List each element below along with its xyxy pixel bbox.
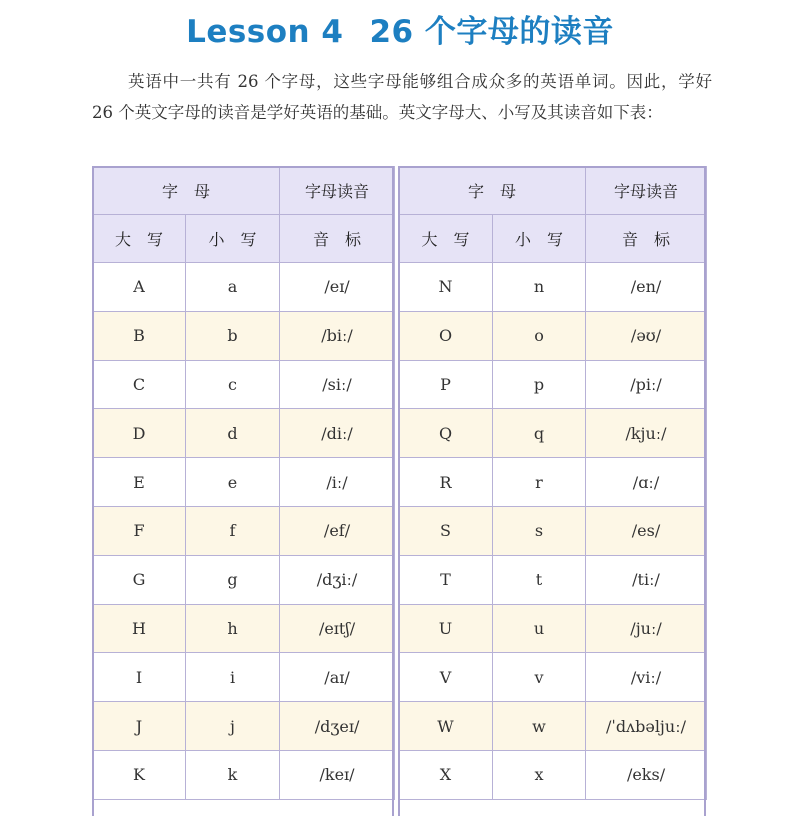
- uppercase-cell: R: [399, 458, 493, 507]
- phonetic-cell: /en/: [586, 263, 707, 312]
- header-lowercase: 小 写: [186, 215, 280, 263]
- phonetic-cell: /kjuː/: [586, 409, 707, 458]
- uppercase-cell: Q: [399, 409, 493, 458]
- table-row: [93, 555, 395, 604]
- uppercase-cell: O: [399, 311, 493, 360]
- table-row: [399, 506, 707, 555]
- lowercase-cell: t: [493, 555, 586, 604]
- lowercase-cell: p: [493, 360, 586, 409]
- lowercase-cell: d: [186, 409, 280, 458]
- header-phonetic: 音 标: [280, 215, 395, 263]
- lowercase-cell: s: [493, 506, 586, 555]
- phonetic-cell: /dʒeɪ/: [280, 702, 395, 751]
- lowercase-cell: k: [186, 750, 280, 799]
- phonetic-cell: /biː/: [280, 311, 395, 360]
- phonetic-cell: /eɪ/: [280, 263, 395, 312]
- alphabet-table-left: [92, 166, 395, 800]
- phonetic-cell: /viː/: [586, 653, 707, 702]
- lowercase-cell: f: [186, 506, 280, 555]
- table-body-left: [93, 263, 395, 800]
- table-row: [399, 263, 707, 312]
- lowercase-cell: n: [493, 263, 586, 312]
- lowercase-cell: b: [186, 311, 280, 360]
- table-row: [399, 604, 707, 653]
- table-row: [93, 409, 395, 458]
- uppercase-cell: K: [93, 750, 186, 799]
- table-row: [399, 311, 707, 360]
- uppercase-cell: A: [93, 263, 186, 312]
- uppercase-cell: N: [399, 263, 493, 312]
- phonetic-cell: /ɑː/: [586, 458, 707, 507]
- table-row: [93, 360, 395, 409]
- uppercase-cell: X: [399, 750, 493, 799]
- table-row: [93, 702, 395, 751]
- phonetic-cell: /es/: [586, 506, 707, 555]
- alphabet-tables: [92, 166, 706, 816]
- lowercase-cell: j: [186, 702, 280, 751]
- table-row: [93, 458, 395, 507]
- table-row: [93, 604, 395, 653]
- phonetic-cell: /diː/: [280, 409, 395, 458]
- table-row: [399, 653, 707, 702]
- phonetic-cell: /əʊ/: [586, 311, 707, 360]
- table-row: [93, 311, 395, 360]
- table-row: [399, 360, 707, 409]
- uppercase-cell: C: [93, 360, 186, 409]
- table-row: [399, 702, 707, 751]
- header-letters: 字 母: [399, 167, 586, 215]
- uppercase-cell: B: [93, 311, 186, 360]
- phonetic-cell: /iː/: [280, 458, 395, 507]
- table-row: [93, 653, 395, 702]
- phonetic-cell: /piː/: [586, 360, 707, 409]
- lesson-heading: 26 个字母的读音: [369, 14, 614, 50]
- uppercase-cell: H: [93, 604, 186, 653]
- lowercase-cell: r: [493, 458, 586, 507]
- table-row: [93, 506, 395, 555]
- phonetic-cell: /tiː/: [586, 555, 707, 604]
- lowercase-cell: e: [186, 458, 280, 507]
- header-lowercase: 小 写: [493, 215, 586, 263]
- uppercase-cell: S: [399, 506, 493, 555]
- lowercase-cell: x: [493, 750, 586, 799]
- uppercase-cell: W: [399, 702, 493, 751]
- phonetic-cell: /aɪ/: [280, 653, 395, 702]
- uppercase-cell: V: [399, 653, 493, 702]
- header-uppercase: 大 写: [399, 215, 493, 263]
- intro-paragraph: 英语中一共有 26 个字母，这些字母能够组合成众多的英语单词。因此，学好 26 个英文字母的读音是学好英语的基础。英文字母大、小写及其读音如下表：: [92, 72, 712, 122]
- alphabet-table-right: [398, 166, 707, 800]
- header-phonetic: 音 标: [586, 215, 707, 263]
- table-row: [399, 409, 707, 458]
- lowercase-cell: w: [493, 702, 586, 751]
- uppercase-cell: T: [399, 555, 493, 604]
- uppercase-cell: P: [399, 360, 493, 409]
- lowercase-cell: g: [186, 555, 280, 604]
- header-pronunciation: 字母读音: [586, 167, 707, 215]
- uppercase-cell: G: [93, 555, 186, 604]
- lowercase-cell: u: [493, 604, 586, 653]
- uppercase-cell: I: [93, 653, 186, 702]
- lowercase-cell: a: [186, 263, 280, 312]
- phonetic-cell: /keɪ/: [280, 750, 395, 799]
- table-row: [399, 750, 707, 799]
- table-body-right: [399, 263, 707, 800]
- header-letters: 字 母: [93, 167, 280, 215]
- table-row: [93, 263, 395, 312]
- uppercase-cell: F: [93, 506, 186, 555]
- phonetic-cell: /siː/: [280, 360, 395, 409]
- uppercase-cell: D: [93, 409, 186, 458]
- phonetic-cell: /dʒiː/: [280, 555, 395, 604]
- header-uppercase: 大 写: [93, 215, 186, 263]
- lowercase-cell: i: [186, 653, 280, 702]
- uppercase-cell: U: [399, 604, 493, 653]
- phonetic-cell: /eɪtʃ/: [280, 604, 395, 653]
- uppercase-cell: J: [93, 702, 186, 751]
- table-row: [399, 458, 707, 507]
- phonetic-cell: /juː/: [586, 604, 707, 653]
- phonetic-cell: /ef/: [280, 506, 395, 555]
- uppercase-cell: E: [93, 458, 186, 507]
- lowercase-cell: q: [493, 409, 586, 458]
- phonetic-cell: /eks/: [586, 750, 707, 799]
- header-pronunciation: 字母读音: [280, 167, 395, 215]
- table-row: [93, 750, 395, 799]
- lowercase-cell: h: [186, 604, 280, 653]
- phonetic-cell: /ˈdʌbəljuː/: [586, 702, 707, 751]
- lowercase-cell: c: [186, 360, 280, 409]
- lesson-title: [0, 6, 800, 51]
- lowercase-cell: o: [493, 311, 586, 360]
- lesson-label: Lesson 4: [186, 14, 344, 50]
- lowercase-cell: v: [493, 653, 586, 702]
- table-row: [399, 555, 707, 604]
